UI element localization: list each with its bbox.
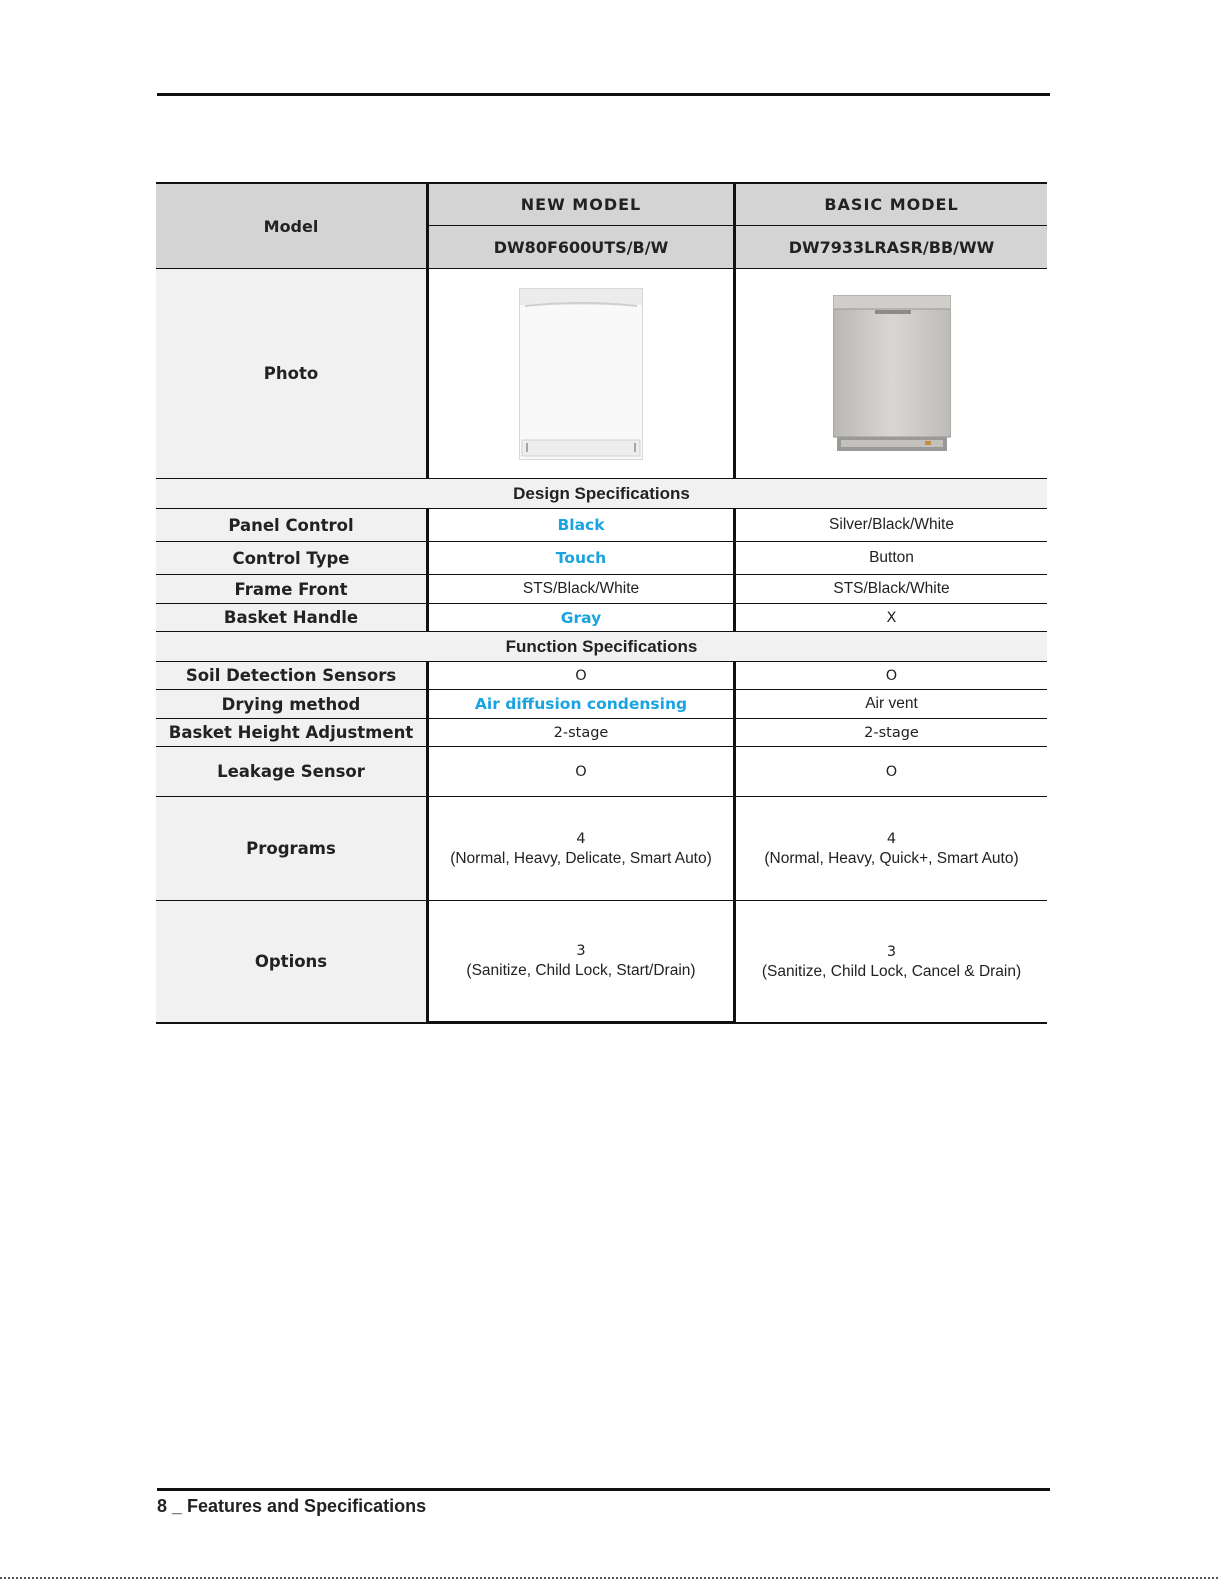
new-drying-method: Air diffusion condensing [426, 690, 736, 719]
design-spec-heading: Design Specifications [156, 479, 1047, 509]
new-basket-handle: Gray [426, 604, 736, 632]
white-dishwasher-image [519, 288, 643, 460]
row-label-drying-method: Drying method [156, 690, 426, 719]
row-label-control-type: Control Type [156, 542, 426, 575]
basic-model-photo [736, 269, 1047, 479]
basic-options [736, 901, 1047, 1024]
basic-basket-height: 2-stage [736, 719, 1047, 747]
basic-programs-count: 4 [886, 830, 897, 847]
new-basket-height: 2-stage [426, 719, 736, 747]
basic-model-heading: BASIC MODEL [736, 182, 1047, 226]
photo-label: Photo [156, 269, 426, 479]
row-label-basket-handle: Basket Handle [156, 604, 426, 632]
basic-leakage-sensor: O [736, 747, 1047, 797]
new-options-list: (Sanitize, Child Lock, Start/Drain) [466, 962, 696, 979]
new-programs-list: (Normal, Heavy, Delicate, Smart Auto) [450, 849, 712, 867]
basic-drying-method: Air vent [736, 690, 1047, 719]
new-options [426, 901, 736, 1024]
basic-programs [736, 797, 1047, 901]
new-panel-control: Black [426, 509, 736, 542]
model-label: Model [156, 182, 426, 269]
basic-soil-sensors: O [736, 662, 1047, 690]
row-label-programs: Programs [156, 797, 426, 901]
new-control-type: Touch [426, 542, 736, 575]
top-rule [157, 93, 1050, 96]
new-model-photo [426, 269, 736, 479]
row-label-soil-sensors: Soil Detection Sensors [156, 662, 426, 690]
new-soil-sensors: O [426, 662, 736, 690]
basic-panel-control: Silver/Black/White [736, 509, 1047, 542]
new-model-code: DW80F600UTS/B/W [426, 226, 736, 269]
basic-frame-front: STS/Black/White [736, 575, 1047, 604]
new-programs-count: 4 [576, 830, 586, 847]
row-label-panel-control: Panel Control [156, 509, 426, 542]
new-model-heading: NEW MODEL [426, 182, 736, 226]
new-frame-front: STS/Black/White [426, 575, 736, 604]
page-footer: 8 _ Features and Specifications [157, 1496, 427, 1516]
basic-programs-list: (Normal, Heavy, Quick+, Smart Auto) [764, 849, 1019, 867]
row-label-leakage-sensor: Leakage Sensor [156, 747, 426, 797]
row-label-options: Options [156, 901, 426, 1024]
new-options-count: 3 [576, 943, 586, 959]
spec-comparison-table [156, 182, 1047, 1022]
stainless-dishwasher-image [833, 295, 951, 453]
row-label-basket-height: Basket Height Adjustment [156, 719, 426, 747]
page-edge [0, 1577, 1220, 1579]
basic-options-list: (Sanitize, Child Lock, Cancel & Drain) [761, 962, 1022, 980]
new-programs [426, 797, 736, 901]
basic-options-count: 3 [886, 943, 897, 960]
row-label-frame-front: Frame Front [156, 575, 426, 604]
bottom-rule [157, 1488, 1050, 1491]
new-leakage-sensor: O [426, 747, 736, 797]
function-spec-heading: Function Specifications [156, 632, 1047, 662]
basic-basket-handle: X [736, 604, 1047, 632]
basic-control-type: Button [736, 542, 1047, 575]
basic-model-code: DW7933LRASR/BB/WW [736, 226, 1047, 269]
